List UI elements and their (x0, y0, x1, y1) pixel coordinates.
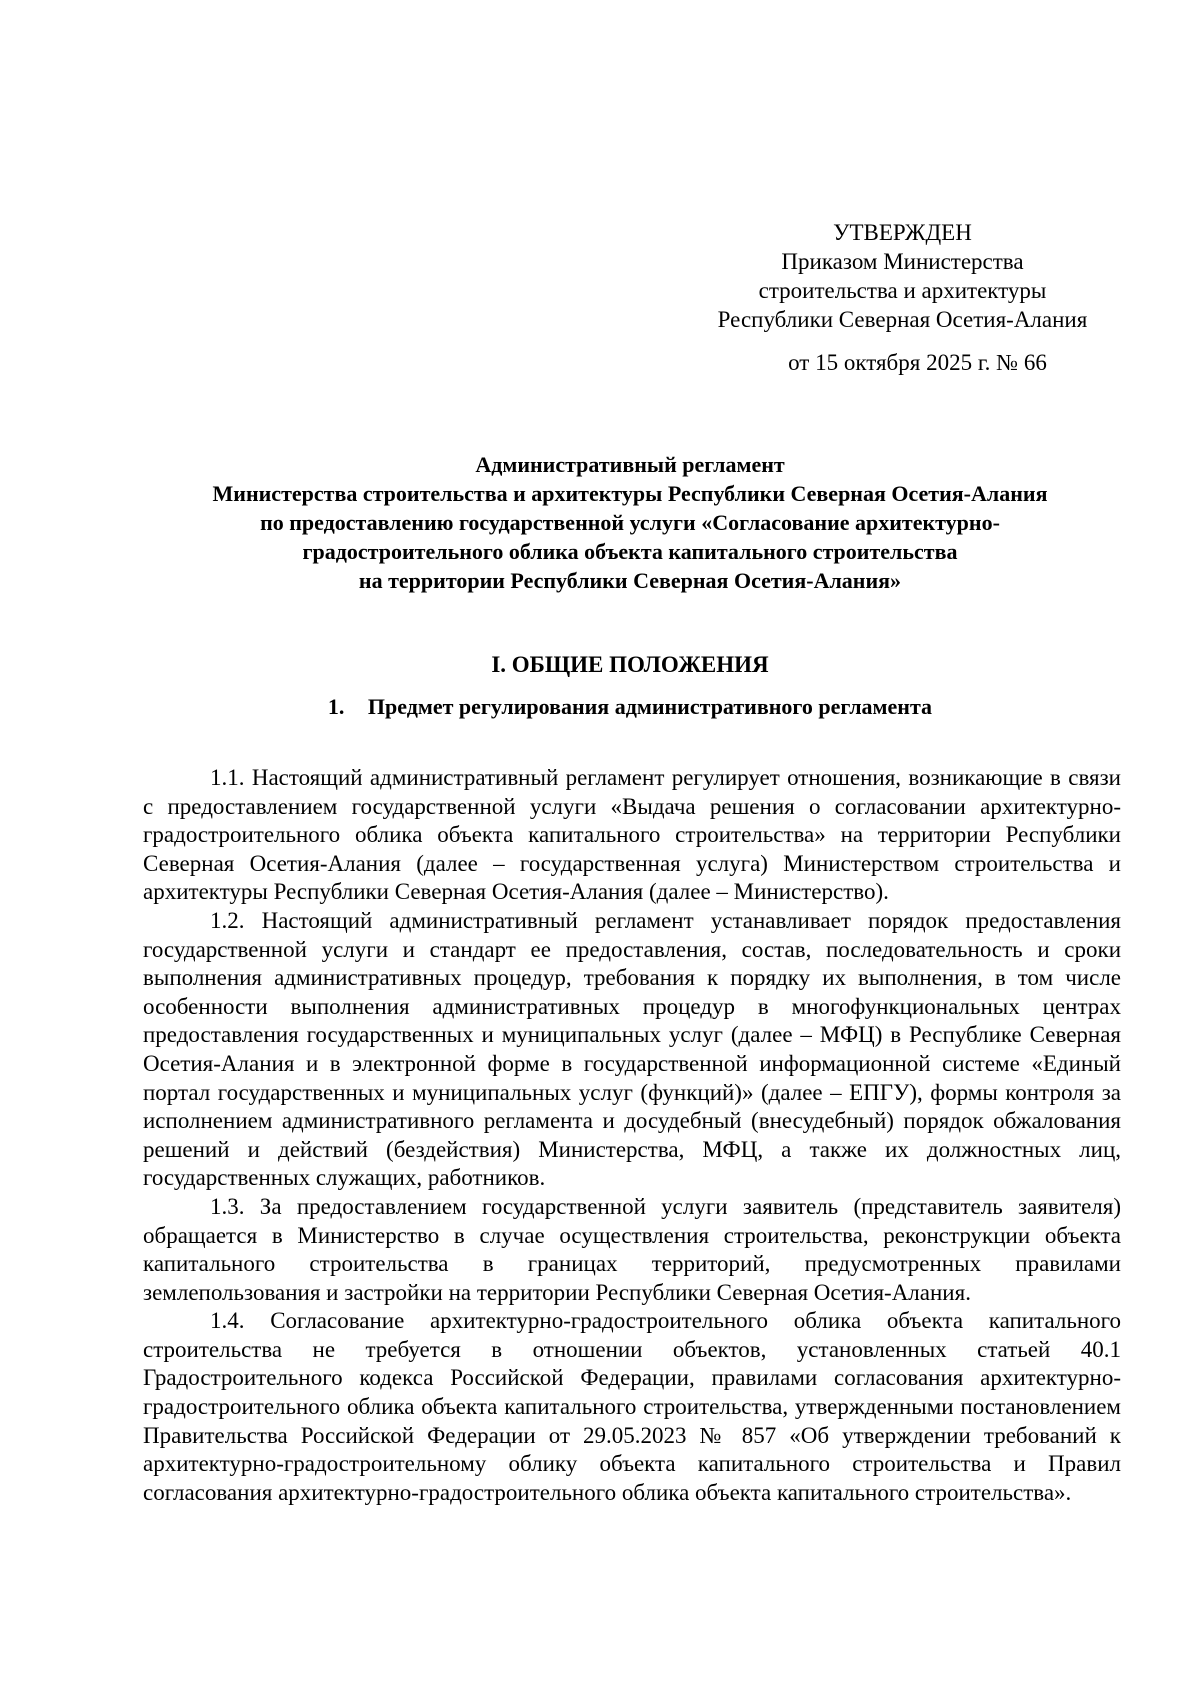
section-heading: I. ОБЩИЕ ПОЛОЖЕНИЯ (491, 652, 769, 677)
approval-block (690, 218, 1115, 377)
document-title (140, 450, 1120, 595)
approval-line-1: Приказом Министерства (781, 249, 1024, 274)
approval-line-3: Республики Северная Осетия-Алания (717, 307, 1088, 332)
subsection-title: Предмет регулирования административного регламента (367, 694, 933, 719)
paragraph-1-4: 1.4. Согласование архитектурно-градостроительного облика объекта капитального строительства не требуется в отношении объектов, установленных статьей 40.1 Градостроительного кодекса Российской Федерации, правилами согласования архитектурно-градостроительного облика объекта капитального строительства, утвержденными постановлением Правительства Российской Федерации от 29.05.2023 № 857 «Об утверждении требований к архитектурно-градостроительному облику объекта капитального строительства и Правил согласования архитектурно-градостроительного облика объекта капитального строительства». (143, 1308, 1121, 1505)
title-line-2: Министерства строительства и архитектуры Республики Северная Осетия-Алания (212, 481, 1048, 506)
approval-line-2: строительства и архитектуры (758, 278, 1047, 303)
approval-heading: УТВЕРЖДЕН (833, 220, 972, 245)
subsection-heading (140, 692, 1120, 721)
title-line-1: Административный регламент (475, 452, 785, 477)
paragraph-1-2: 1.2. Настоящий административный регламент устанавливает порядок предоставления государственной услуги и стандарт ее предоставления, состав, последовательность и сроки выполнения административных процедур, требования к порядку их выполнения, в том числе особенности выполнения административных процедур в многофункциональных центрах предоставления государственных и муниципальных услуг (далее – МФЦ) в Республике Северная Осетия-Алания и в электронной форме в государственной информационной системе «Единый портал государственных и муниципальных услуг (функций)» (далее – ЕПГУ), формы контроля за исполнением административного регламента и досудебный (внесудебный) порядок обжалования решений и действий (бездействия) Министерства, МФЦ, а также их должностных лиц, государственных служащих, работников. (143, 907, 1121, 1191)
title-line-5: на территории Республики Северная Осетия-Алания» (358, 568, 902, 593)
title-line-4: градостроительного облика объекта капитального строительства (302, 539, 958, 564)
paragraph-1-3: 1.3. За предоставлением государственной услуги заявитель (представитель заявителя) обращается в Министерство в случае осуществления строительства, реконструкции объекта капитального строительства в границах территорий, предусмотренных правилами землепользования и застройки на территории Республики Северная Осетия-Алания. (143, 1193, 1121, 1305)
title-line-3: по предоставлению государственной услуги «Согласование архитектурно- (260, 510, 1000, 535)
subsection-number: 1. (327, 694, 345, 719)
approval-date: от 15 октября 2025 г. № 66 (788, 350, 1047, 375)
paragraph-1-1: 1.1. Настоящий административный регламент регулирует отношения, возникающие в связи с предоставлением государственной услуги «Выдача решения о согласовании архитектурно-градостроительного облика объекта капитального строительства» на территории Республики Северная Осетия-Алания (далее – государственная услуга) Министерством строительства и архитектуры Республики Северная Осетия-Алания (далее – Министерство). (143, 765, 1121, 905)
document-body (143, 764, 1121, 1507)
